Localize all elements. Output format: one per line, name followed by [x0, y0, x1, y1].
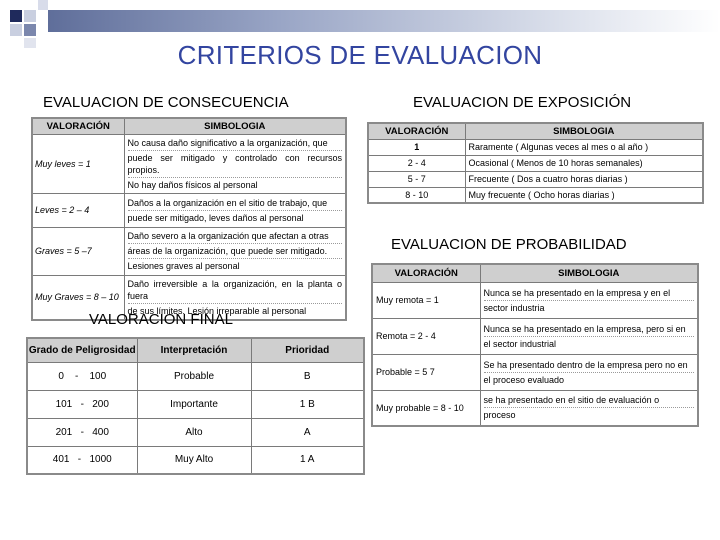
final-heading: VALORACION FINAL [89, 311, 233, 328]
text-line: Nunca se ha presentado en la empresa, pero si en [484, 322, 695, 337]
final-interpretacion: Alto [137, 418, 251, 446]
text-line: áreas de la organización, que puede ser mitigado. [128, 244, 343, 259]
probabilidad-valoracion: Probable = 5 7 [372, 354, 480, 390]
exposicion-simbologia: Muy frecuente ( Ocho horas diarias ) [465, 187, 703, 203]
consecuencia-simbologia [124, 193, 346, 227]
text-line: se ha presentado en el sitio de evaluación o [484, 393, 695, 408]
text-line: No causa daño significativo a la organización, que [128, 136, 343, 151]
final-grado: 0 - 100 [27, 362, 137, 390]
final-interpretacion: Importante [137, 390, 251, 418]
exposicion-valoracion: 5 - 7 [368, 171, 465, 187]
text-line: Daño severo a la organización que afectan a otras [128, 229, 343, 244]
probabilidad-valoracion: Muy remota = 1 [372, 282, 480, 318]
final-grado: 101 - 200 [27, 390, 137, 418]
probabilidad-simbologia [480, 354, 698, 390]
text-line: el sector industrial [483, 338, 557, 349]
exposicion-valoracion: 1 [368, 139, 465, 155]
exposicion-simbologia: Ocasional ( Menos de 10 horas semanales) [465, 155, 703, 171]
final-prioridad: A [251, 418, 364, 446]
text-line: de sus límites. Lesión irreparable al personal [127, 305, 307, 316]
probabilidad-heading: EVALUACION DE PROBABILIDAD [391, 236, 627, 253]
text-line: el proceso evaluado [483, 374, 565, 385]
probabilidad-valoracion: Muy probable = 8 - 10 [372, 390, 480, 426]
exposicion-simbologia: Raramente ( Algunas veces al mes o al año ) [465, 139, 703, 155]
exposicion-table [367, 122, 704, 204]
final-grado: 401 - 1000 [27, 446, 137, 474]
text-line: Daños a la organización en el sitio de trabajo, que [128, 196, 343, 211]
consecuencia-valoracion: Leves = 2 – 4 [32, 193, 124, 227]
consecuencia-table [31, 117, 347, 321]
exposicion-valoracion: 2 - 4 [368, 155, 465, 171]
final-grado: 201 - 400 [27, 418, 137, 446]
probabilidad-simbologia [480, 318, 698, 354]
final-interpretacion: Probable [137, 362, 251, 390]
exposicion-header-simbologia: SIMBOLOGIA [465, 123, 703, 139]
consecuencia-valoracion: Graves = 5 –7 [32, 227, 124, 275]
final-prioridad: 1 A [251, 446, 364, 474]
header-gradient-bar [48, 10, 720, 32]
probabilidad-header-simbologia: SIMBOLOGIA [480, 264, 698, 282]
consecuencia-simbologia [124, 134, 346, 193]
text-line: Se ha presentado dentro de la empresa pero no en [484, 358, 695, 373]
consecuencia-simbologia [124, 227, 346, 275]
probabilidad-simbologia [480, 390, 698, 426]
consecuencia-valoracion: Muy leves = 1 [32, 134, 124, 193]
final-header-prioridad: Prioridad [251, 338, 364, 362]
exposicion-valoracion: 8 - 10 [368, 187, 465, 203]
probabilidad-table [371, 263, 699, 427]
final-interpretacion: Muy Alto [137, 446, 251, 474]
consecuencia-valoracion: Muy Graves = 8 – 10 [32, 275, 124, 320]
probabilidad-header-valoracion: VALORACIÓN [372, 264, 480, 282]
consecuencia-header-valoracion: VALORACIÓN [32, 118, 124, 134]
probabilidad-valoracion: Remota = 2 - 4 [372, 318, 480, 354]
final-header-interpretacion: Interpretación [137, 338, 251, 362]
text-line: puede ser mitigado, leves daños al personal [127, 212, 304, 223]
consecuencia-heading: EVALUACION DE CONSECUENCIA [43, 94, 289, 111]
text-line: proceso [483, 410, 516, 421]
final-prioridad: 1 B [251, 390, 364, 418]
final-table [26, 337, 365, 475]
probabilidad-simbologia [480, 282, 698, 318]
exposicion-heading: EVALUACION DE EXPOSICIÓN [413, 94, 632, 111]
text-line: sector industria [483, 302, 545, 313]
page-title: CRITERIOS DE EVALUACION [177, 40, 543, 70]
text-line: Lesiones graves al personal [127, 261, 240, 271]
text-line: Daño irreversible a la organización, en la planta o fuera [128, 277, 343, 304]
final-prioridad: B [251, 362, 364, 390]
final-header-grado: Grado de Peligrosidad [27, 338, 137, 362]
consecuencia-header-simbologia: SIMBOLOGIA [124, 118, 346, 134]
text-line: No hay daños físicos al personal [127, 179, 258, 190]
text-line: puede ser mitigado y controlado con recursos propios. [128, 151, 343, 178]
exposicion-header-valoracion: VALORACIÓN [368, 123, 465, 139]
exposicion-simbologia: Frecuente ( Dos a cuatro horas diarias ) [465, 171, 703, 187]
text-line: Nunca se ha presentado en la empresa y en el [484, 286, 695, 301]
